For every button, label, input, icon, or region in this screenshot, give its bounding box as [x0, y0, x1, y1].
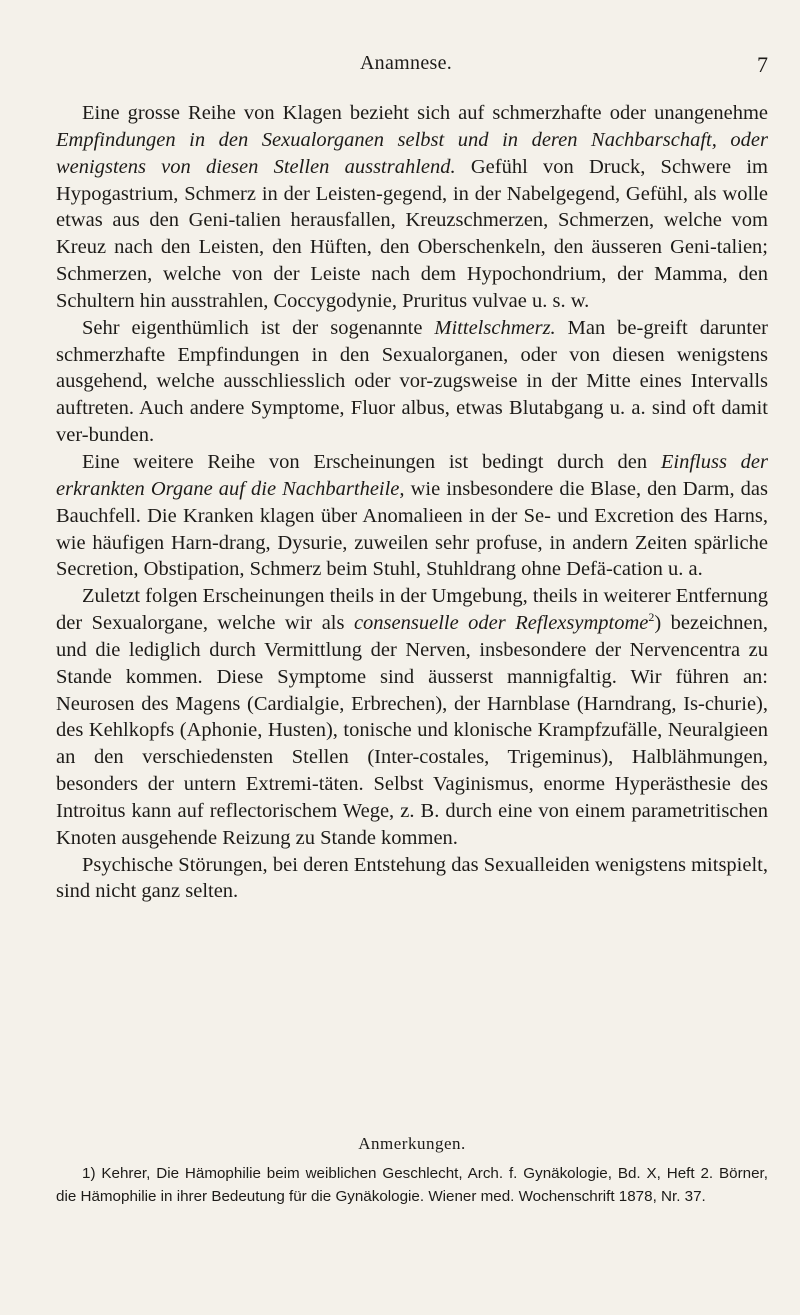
paragraph-3	[56, 449, 768, 583]
paragraph-4	[56, 583, 768, 851]
notes-section	[56, 1163, 768, 1208]
paragraph-2-emphasis: Mittelschmerz.	[434, 316, 556, 339]
main-text	[56, 100, 768, 905]
paragraph-4-emphasis: consensuelle oder Reflexsymptome	[353, 612, 649, 635]
paragraph-5-text: Psychische Störungen, bei deren Entstehung das Sexualleiden wenigstens mitspielt, sind nicht ganz selten.	[56, 853, 768, 903]
paragraph-2-text-a: Sehr eigenthümlich ist der sogenannte	[82, 316, 435, 339]
note-1: 1) Kehrer, Die Hämophilie beim weiblichen Geschlecht, Arch. f. Gynäkologie, Bd. X, Heft 2. Börner, die Hämophilie in ihrer Bedeutung für die Gynäkologie. Wiener med. Wochenschrift 1878, Nr. 37.	[56, 1165, 768, 1205]
paragraph-1	[56, 100, 768, 315]
paragraph-1-text-b: Gefühl von Druck, Schwere im Hypogastrium, Schmerz in der Leisten-gegend, in der Nabelgegend, Gefühl, als wolle etwas aus den Geni-talien herausfallen, Kreuzschmerzen, Schmerzen, welche vom Kreuz nach den Leisten, den Hüften, den Oberschenkeln, den äusseren Geni-talien; Schmerzen, welche von der Leiste nach dem Hypochondrium, der Mamma, den Schultern hin ausstrahlen, Coccygodynie, Pruritus vulvae u. s. w.	[56, 155, 768, 312]
paragraph-5	[56, 852, 768, 906]
paragraph-2-text-b: Man be-greift darunter schmerzhafte Empfindungen in den Sexualorganen, oder von diesen wenigstens ausgehend, welche ausschliesslich oder vor-zugsweise in der Mitte eines Intervalls auftreten. Auch andere Symptome, Fluor albus, etwas Blutabgang u. a. sind oft damit ver-bunden.	[56, 316, 768, 447]
page-header	[56, 52, 768, 82]
paragraph-2	[56, 315, 768, 449]
footnote-ref-2: 2	[648, 610, 655, 625]
paragraph-4-text-a: Zuletzt folgen Erscheinungen theils in der Umgebung, theils in weiterer Entfernung der Sexualorgane, welche wir als	[56, 585, 768, 635]
paragraph-3-text-a: Eine weitere Reihe von Erscheinungen ist bedingt durch den	[82, 450, 661, 473]
running-head: Anamnese.	[359, 52, 453, 74]
paragraph-3-emphasis: Einfluss der erkrankten Organe auf die Nachbartheile,	[56, 450, 768, 500]
notes-heading: Anmerkungen.	[358, 1134, 466, 1153]
paragraph-4-text-b: ) bezeichnen, und die lediglich durch Vermittlung der Nerven, insbesondere der Nervencentra zu Stande kommen. Diese Symptome sind äusserst mannigfaltig. Wir führen an: Neurosen des Magens (Cardialgie, Erbrechen), der Harnblase (Harndrang, Is-churie), des Kehlkopfs (Aphonie, Husten), tonische und klonische Krampfzufälle, Neuralgieen an den verschiedensten Stellen (Inter-costales, Trigeminus), Halblähmungen, besonders der untern Extremi-täten. Selbst Vaginismus, enorme Hyperästhesie des Introitus kann auf reflectorischem Wege, z. B. durch eine von einem parametritischen Knoten ausgehende Reizung zu Stande kommen.	[56, 612, 768, 849]
paragraph-1-text-a: Eine grosse Reihe von Klagen bezieht sich auf schmerzhafte oder unangenehme	[82, 102, 768, 124]
paragraph-3-text-b: wie insbesondere die Blase, den Darm, das Bauchfell. Die Kranken klagen über Anomalieen in der Se- und Excretion des Harns, wie häufigen Harn-drang, Dysurie, zuweilen sehr profuse, in andern Zeiten spärliche Secretion, Obstipation, Schmerz beim Stuhl, Stuhldrang ohne Defä-cation u. a.	[56, 477, 768, 581]
page-number: 7	[757, 52, 768, 77]
paragraph-1-emphasis: Empfindungen in den Sexualorganen selbst und in deren Nachbarschaft, oder wenigstens von diesen Stellen ausstrahlend.	[56, 128, 768, 178]
